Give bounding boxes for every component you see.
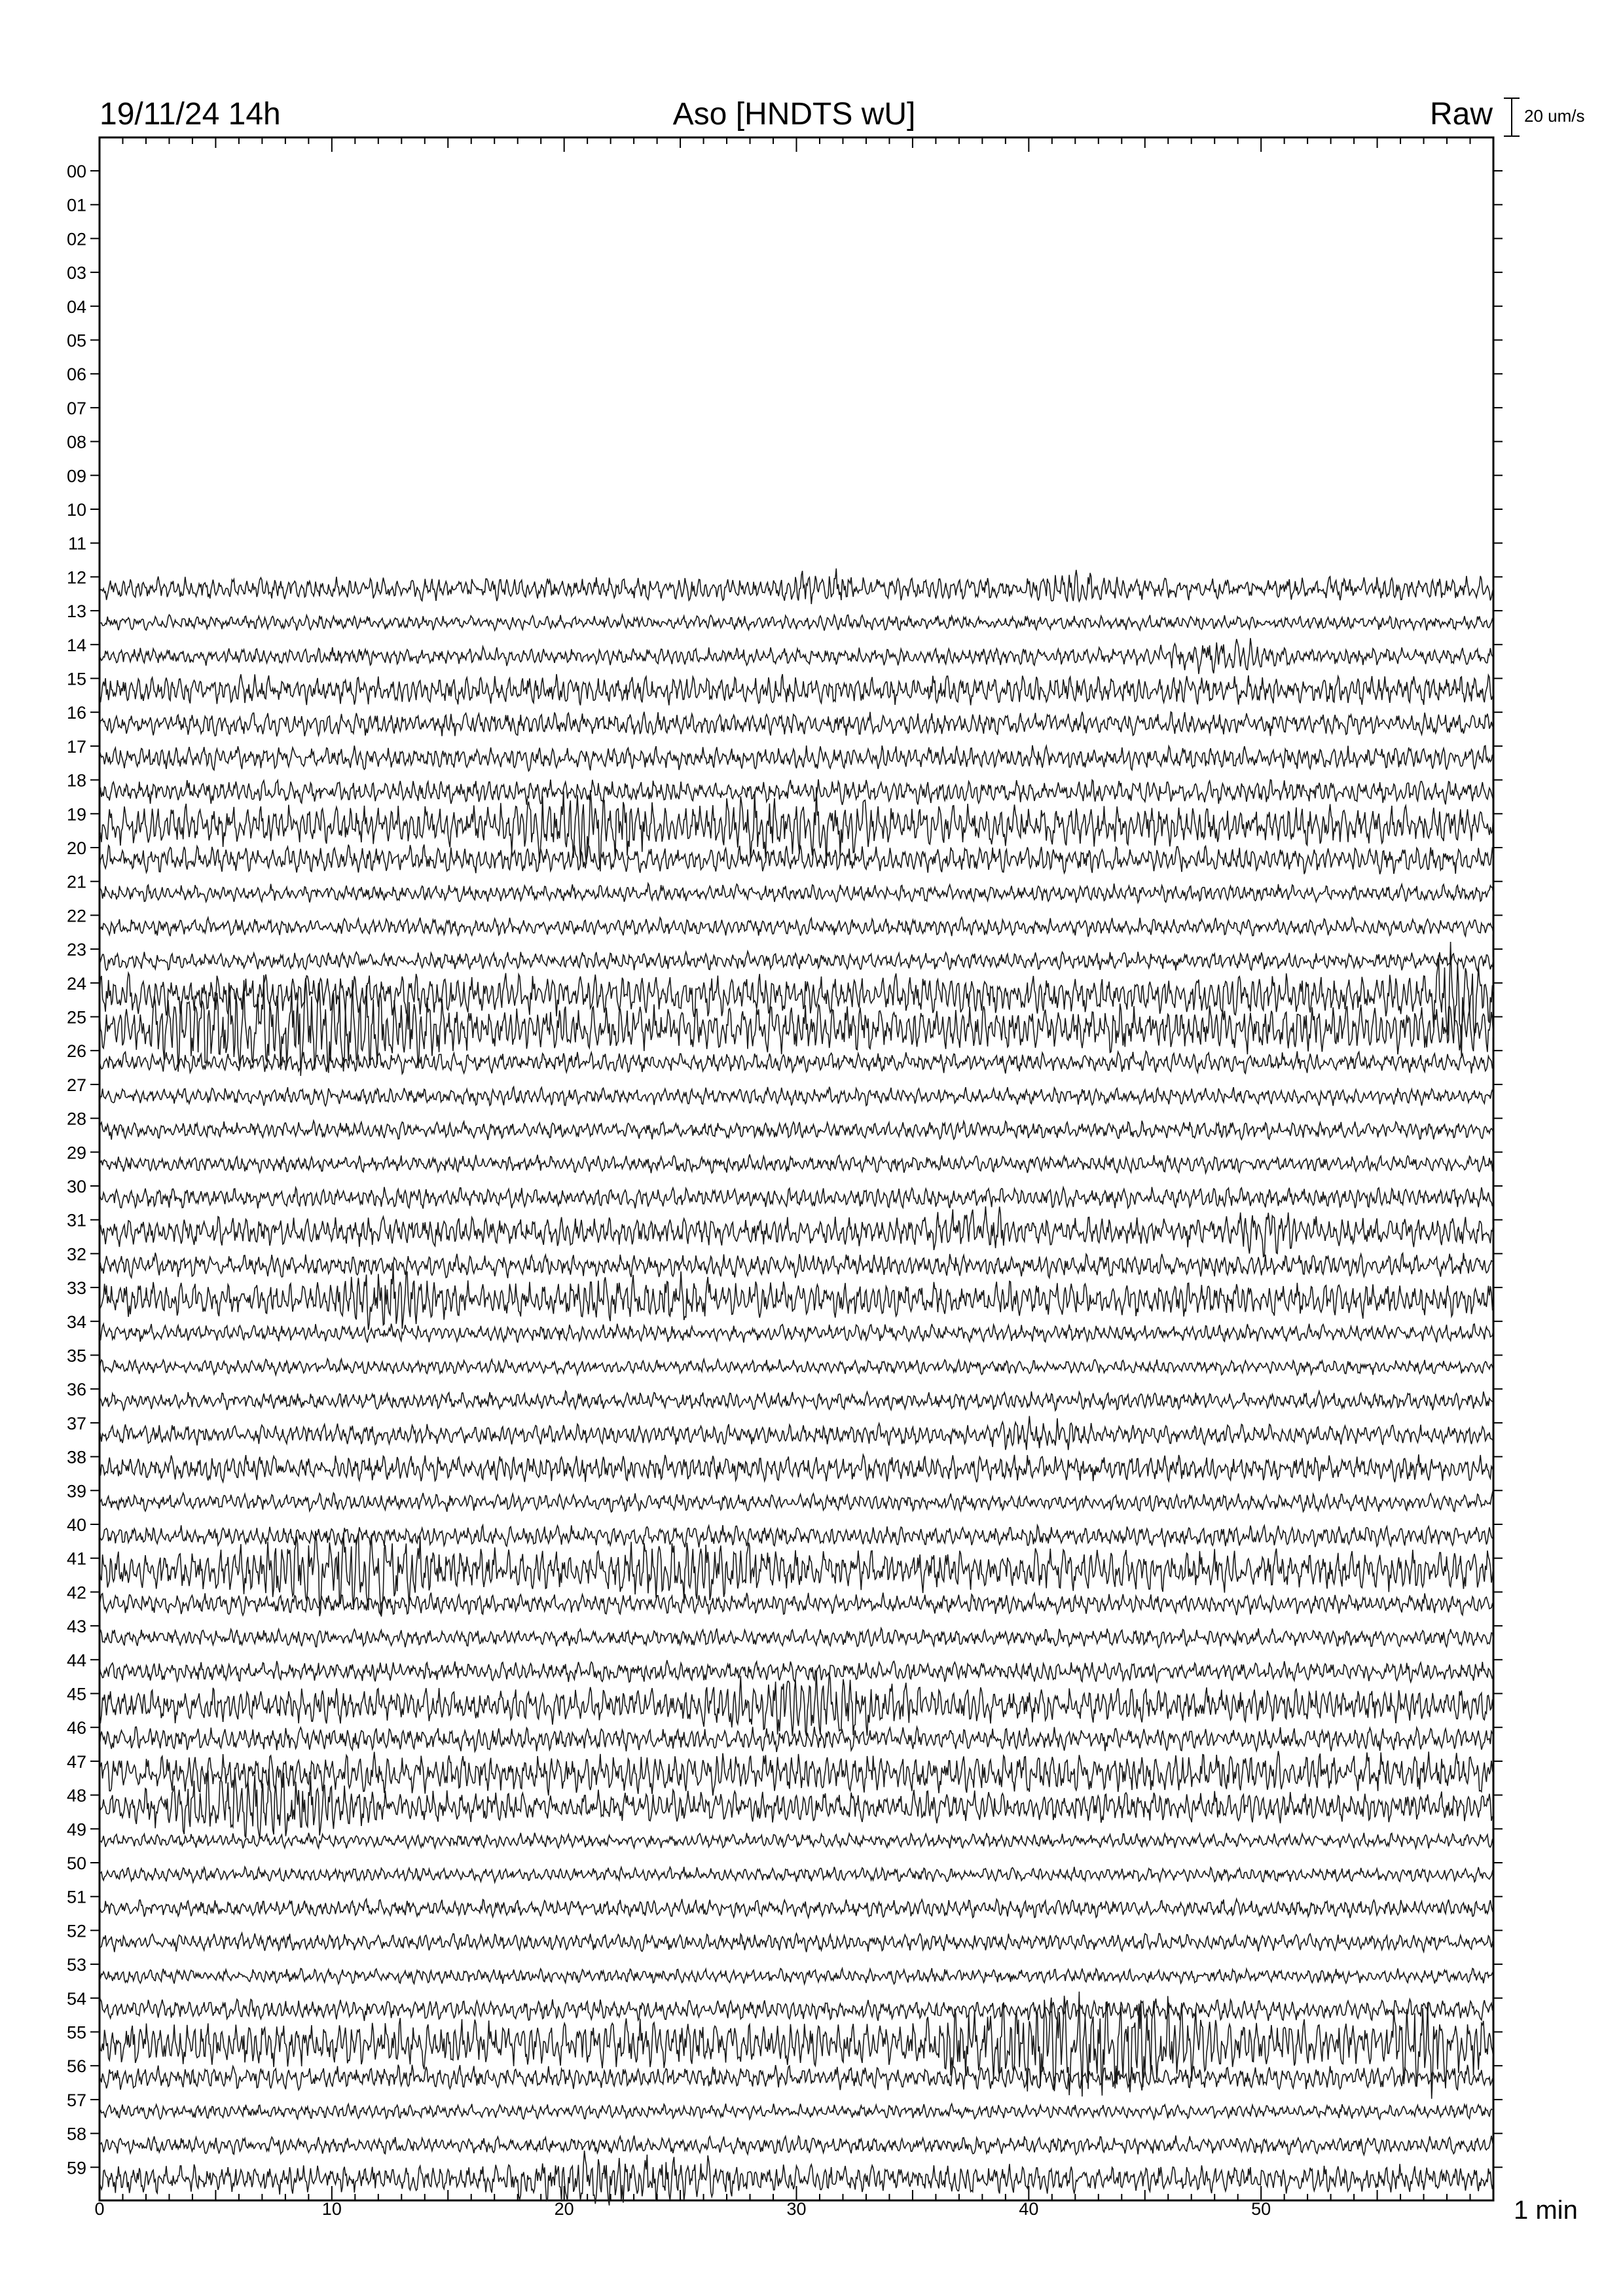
row-label: 04 xyxy=(66,296,86,317)
row-label: 33 xyxy=(66,1278,86,1299)
seismic-trace-36 xyxy=(100,1391,1493,1410)
row-label: 34 xyxy=(66,1312,86,1332)
x-tick-label: 30 xyxy=(786,2199,807,2219)
row-label: 35 xyxy=(66,1346,86,1366)
row-label: 12 xyxy=(66,567,86,588)
row-label: 13 xyxy=(66,601,86,622)
amplitude-scale-label: 20 um/s xyxy=(1524,106,1585,126)
row-label: 08 xyxy=(66,432,86,452)
seismic-trace-26 xyxy=(100,1051,1493,1073)
trace-group xyxy=(100,569,1493,2206)
row-label: 16 xyxy=(66,703,86,723)
seismic-trace-15 xyxy=(100,674,1493,706)
row-label: 02 xyxy=(66,229,86,249)
seismic-trace-45 xyxy=(100,1671,1493,1736)
row-label: 45 xyxy=(66,1684,86,1704)
row-label: 40 xyxy=(66,1515,86,1535)
row-label: 05 xyxy=(66,331,86,351)
seismic-trace-56 xyxy=(100,2065,1493,2090)
x-tick-label: 20 xyxy=(554,2199,574,2219)
row-label: 59 xyxy=(66,2158,86,2178)
seismic-trace-29 xyxy=(100,1155,1493,1174)
row-label: 22 xyxy=(66,906,86,926)
seismic-trace-19 xyxy=(100,787,1493,872)
x-tick-label: 40 xyxy=(1019,2199,1039,2219)
x-tick-label: 10 xyxy=(321,2199,342,2219)
row-label: 37 xyxy=(66,1413,86,1433)
x-unit-label: 1 min xyxy=(1514,2196,1578,2225)
seismic-trace-37 xyxy=(100,1416,1493,1450)
seismic-trace-44 xyxy=(100,1660,1493,1683)
seismic-trace-28 xyxy=(100,1121,1493,1139)
row-label: 09 xyxy=(66,466,86,486)
row-label: 29 xyxy=(66,1143,86,1163)
row-label: 44 xyxy=(66,1650,86,1670)
row-label: 30 xyxy=(66,1177,86,1196)
seismic-trace-17 xyxy=(100,745,1493,771)
seismic-trace-42 xyxy=(100,1592,1493,1615)
row-label: 18 xyxy=(66,770,86,791)
seismic-trace-40 xyxy=(100,1525,1493,1547)
seismic-trace-49 xyxy=(100,1833,1493,1848)
date-hour-label: 19/11/24 14h xyxy=(100,97,281,132)
row-label: 11 xyxy=(67,533,86,554)
seismic-trace-32 xyxy=(100,1253,1493,1278)
row-label: 01 xyxy=(66,195,86,215)
row-label: 27 xyxy=(66,1075,86,1095)
row-label: 26 xyxy=(66,1041,86,1062)
seismic-trace-27 xyxy=(100,1087,1493,1106)
seismic-trace-43 xyxy=(100,1628,1493,1647)
row-label: 53 xyxy=(66,1955,86,1975)
seismic-trace-51 xyxy=(100,1899,1493,1918)
seismic-trace-16 xyxy=(100,712,1493,737)
seismic-trace-30 xyxy=(100,1187,1493,1209)
row-label: 15 xyxy=(66,669,86,689)
row-label: 20 xyxy=(66,838,86,858)
seismic-trace-57 xyxy=(100,2104,1493,2119)
row-label: 06 xyxy=(66,365,86,385)
row-label: 52 xyxy=(66,1921,86,1941)
seismic-trace-21 xyxy=(100,884,1493,903)
row-label: 48 xyxy=(66,1785,86,1806)
x-tick-label: 0 xyxy=(94,2199,105,2219)
row-label: 38 xyxy=(66,1447,86,1467)
seismic-trace-50 xyxy=(100,1867,1493,1882)
seismic-trace-31 xyxy=(100,1206,1493,1257)
row-label: 36 xyxy=(66,1380,86,1400)
amplitude-scale-bar xyxy=(1504,98,1520,136)
seismic-trace-58 xyxy=(100,2136,1493,2155)
seismic-trace-35 xyxy=(100,1359,1493,1375)
row-label: 32 xyxy=(66,1244,86,1265)
row-label: 03 xyxy=(66,263,86,283)
row-label: 58 xyxy=(66,2124,86,2144)
row-label: 25 xyxy=(66,1007,86,1028)
row-label: 14 xyxy=(66,635,86,655)
seismic-trace-12 xyxy=(100,569,1493,605)
row-label: 23 xyxy=(66,940,86,960)
seismic-trace-39 xyxy=(100,1493,1493,1512)
seismic-trace-46 xyxy=(100,1727,1493,1752)
station-title: Aso [HNDTS wU] xyxy=(672,97,916,132)
row-label: 17 xyxy=(66,736,86,757)
row-label: 28 xyxy=(66,1109,86,1129)
seismic-trace-34 xyxy=(100,1323,1493,1342)
row-label: 19 xyxy=(66,804,86,825)
row-label: 24 xyxy=(66,973,86,994)
seismic-trace-18 xyxy=(100,780,1493,805)
row-label: 46 xyxy=(66,1718,86,1738)
row-label: 07 xyxy=(66,398,86,418)
seismic-trace-52 xyxy=(100,1933,1493,1952)
seismic-trace-13 xyxy=(100,615,1493,630)
row-label: 10 xyxy=(66,500,86,520)
x-tick-label: 50 xyxy=(1251,2199,1271,2219)
seismic-trace-53 xyxy=(100,1968,1493,1984)
seismic-trace-22 xyxy=(100,918,1493,937)
seismic-trace-47 xyxy=(100,1751,1493,1795)
seismic-trace-14 xyxy=(100,638,1493,674)
row-label: 54 xyxy=(66,1988,86,2009)
axes-group xyxy=(67,137,1503,2219)
row-label: 55 xyxy=(66,2022,86,2043)
row-label: 50 xyxy=(66,1854,86,1873)
row-label: 21 xyxy=(66,872,86,892)
row-label: 43 xyxy=(66,1617,86,1637)
row-label: 31 xyxy=(66,1210,86,1230)
row-label: 49 xyxy=(66,1820,86,1840)
seismic-trace-23 xyxy=(100,952,1493,971)
mode-label: Raw xyxy=(1429,97,1493,132)
row-label: 00 xyxy=(66,162,86,181)
row-label: 47 xyxy=(66,1751,86,1772)
row-label: 57 xyxy=(66,2090,86,2110)
seismic-trace-20 xyxy=(100,844,1493,874)
row-label: 51 xyxy=(66,1887,86,1907)
row-label: 42 xyxy=(66,1583,86,1603)
row-label: 56 xyxy=(66,2056,86,2077)
seismic-trace-38 xyxy=(100,1454,1493,1482)
row-label: 39 xyxy=(66,1481,86,1501)
seismic-trace-54 xyxy=(100,1999,1493,2021)
row-label: 41 xyxy=(66,1549,86,1569)
